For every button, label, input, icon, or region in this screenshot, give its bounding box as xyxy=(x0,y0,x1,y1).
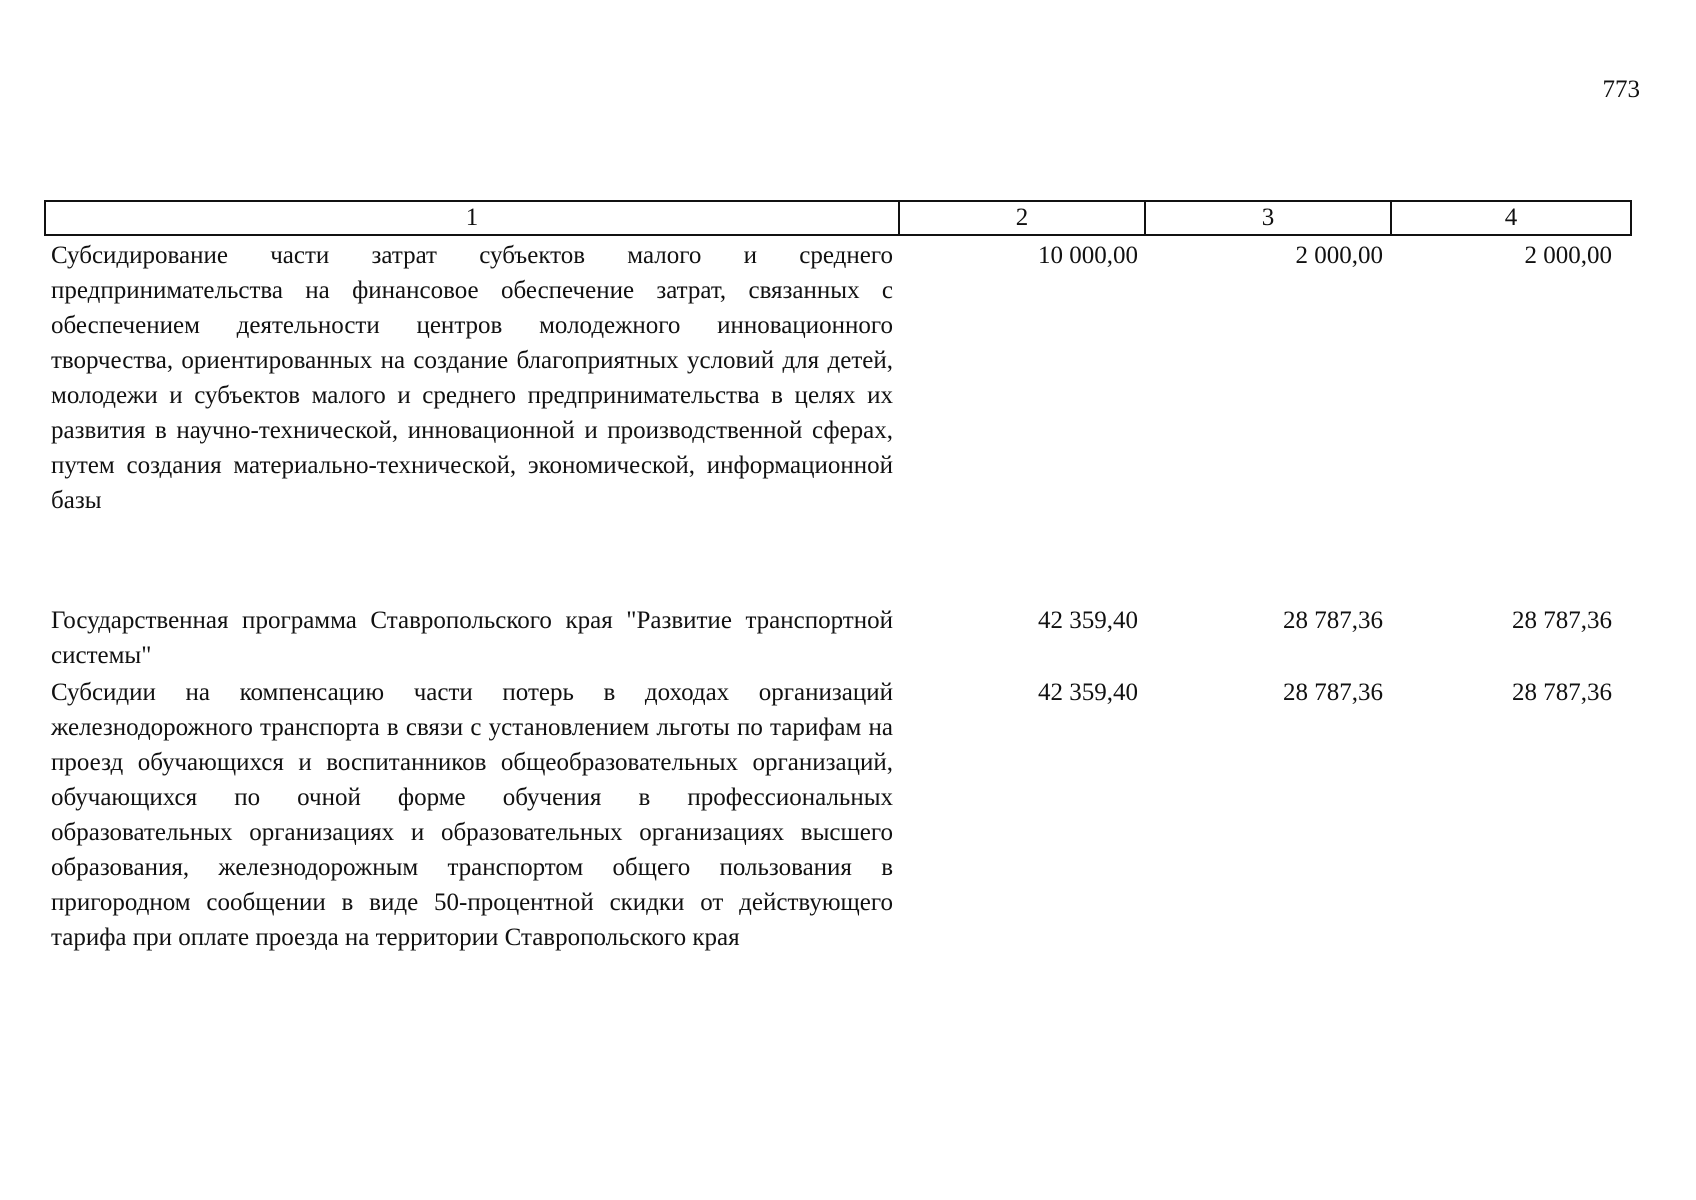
row-description: Субсидии на компенсацию части потерь в доходах организаций железнодорожного транспорта в связи с установлением льготы по тарифам на проезд обучающихся и воспитанников общеобразовательных организаций, обучающихся по очной форме обучения в профессиональных образовательных организациях и образовательных организациях высшего образования, железнодорожным транспортом общего пользования в пригородном сообщении в виде 50-процентной скидки от действующего тарифа при оплате проезда на территории Ставропольского края xyxy=(51,679,893,951)
row-value-col-2: 10 000,00 xyxy=(1038,242,1138,269)
row-value-col-4: 2 000,00 xyxy=(1524,242,1612,269)
header-col-4: 4 xyxy=(1390,202,1630,234)
row-value-col-3: 28 787,36 xyxy=(1283,679,1383,706)
row-value-col-2: 42 359,40 xyxy=(1038,607,1138,634)
header-col-2: 2 xyxy=(898,202,1144,234)
row-description: Субсидирование части затрат субъектов малого и среднего предпринимательства на финансовое обеспечение затрат, связанных с обеспечением деятельности центров молодежного инновационного творчества, ориентированных на создание благоприятных условий для детей, молодежи и субъектов малого и среднего предпринимательства в целях их развития в научно-технической, инновационной и производственной сферах, путем создания материально-технической, экономической, информационной базы xyxy=(51,242,893,514)
row-value-col-3: 28 787,36 xyxy=(1283,607,1383,634)
row-value-col-2: 42 359,40 xyxy=(1038,679,1138,706)
row-value-col-4: 28 787,36 xyxy=(1512,679,1612,706)
row-description: Государственная программа Ставропольского края "Развитие транспортной системы" xyxy=(51,607,893,669)
header-col-1: 1 xyxy=(465,204,479,231)
row-value-col-4: 28 787,36 xyxy=(1512,607,1612,634)
page-number: 773 xyxy=(1602,76,1640,103)
header-col-3: 3 xyxy=(1144,202,1390,234)
row-value-col-3: 2 000,00 xyxy=(1295,242,1383,269)
table-header xyxy=(44,200,1632,236)
